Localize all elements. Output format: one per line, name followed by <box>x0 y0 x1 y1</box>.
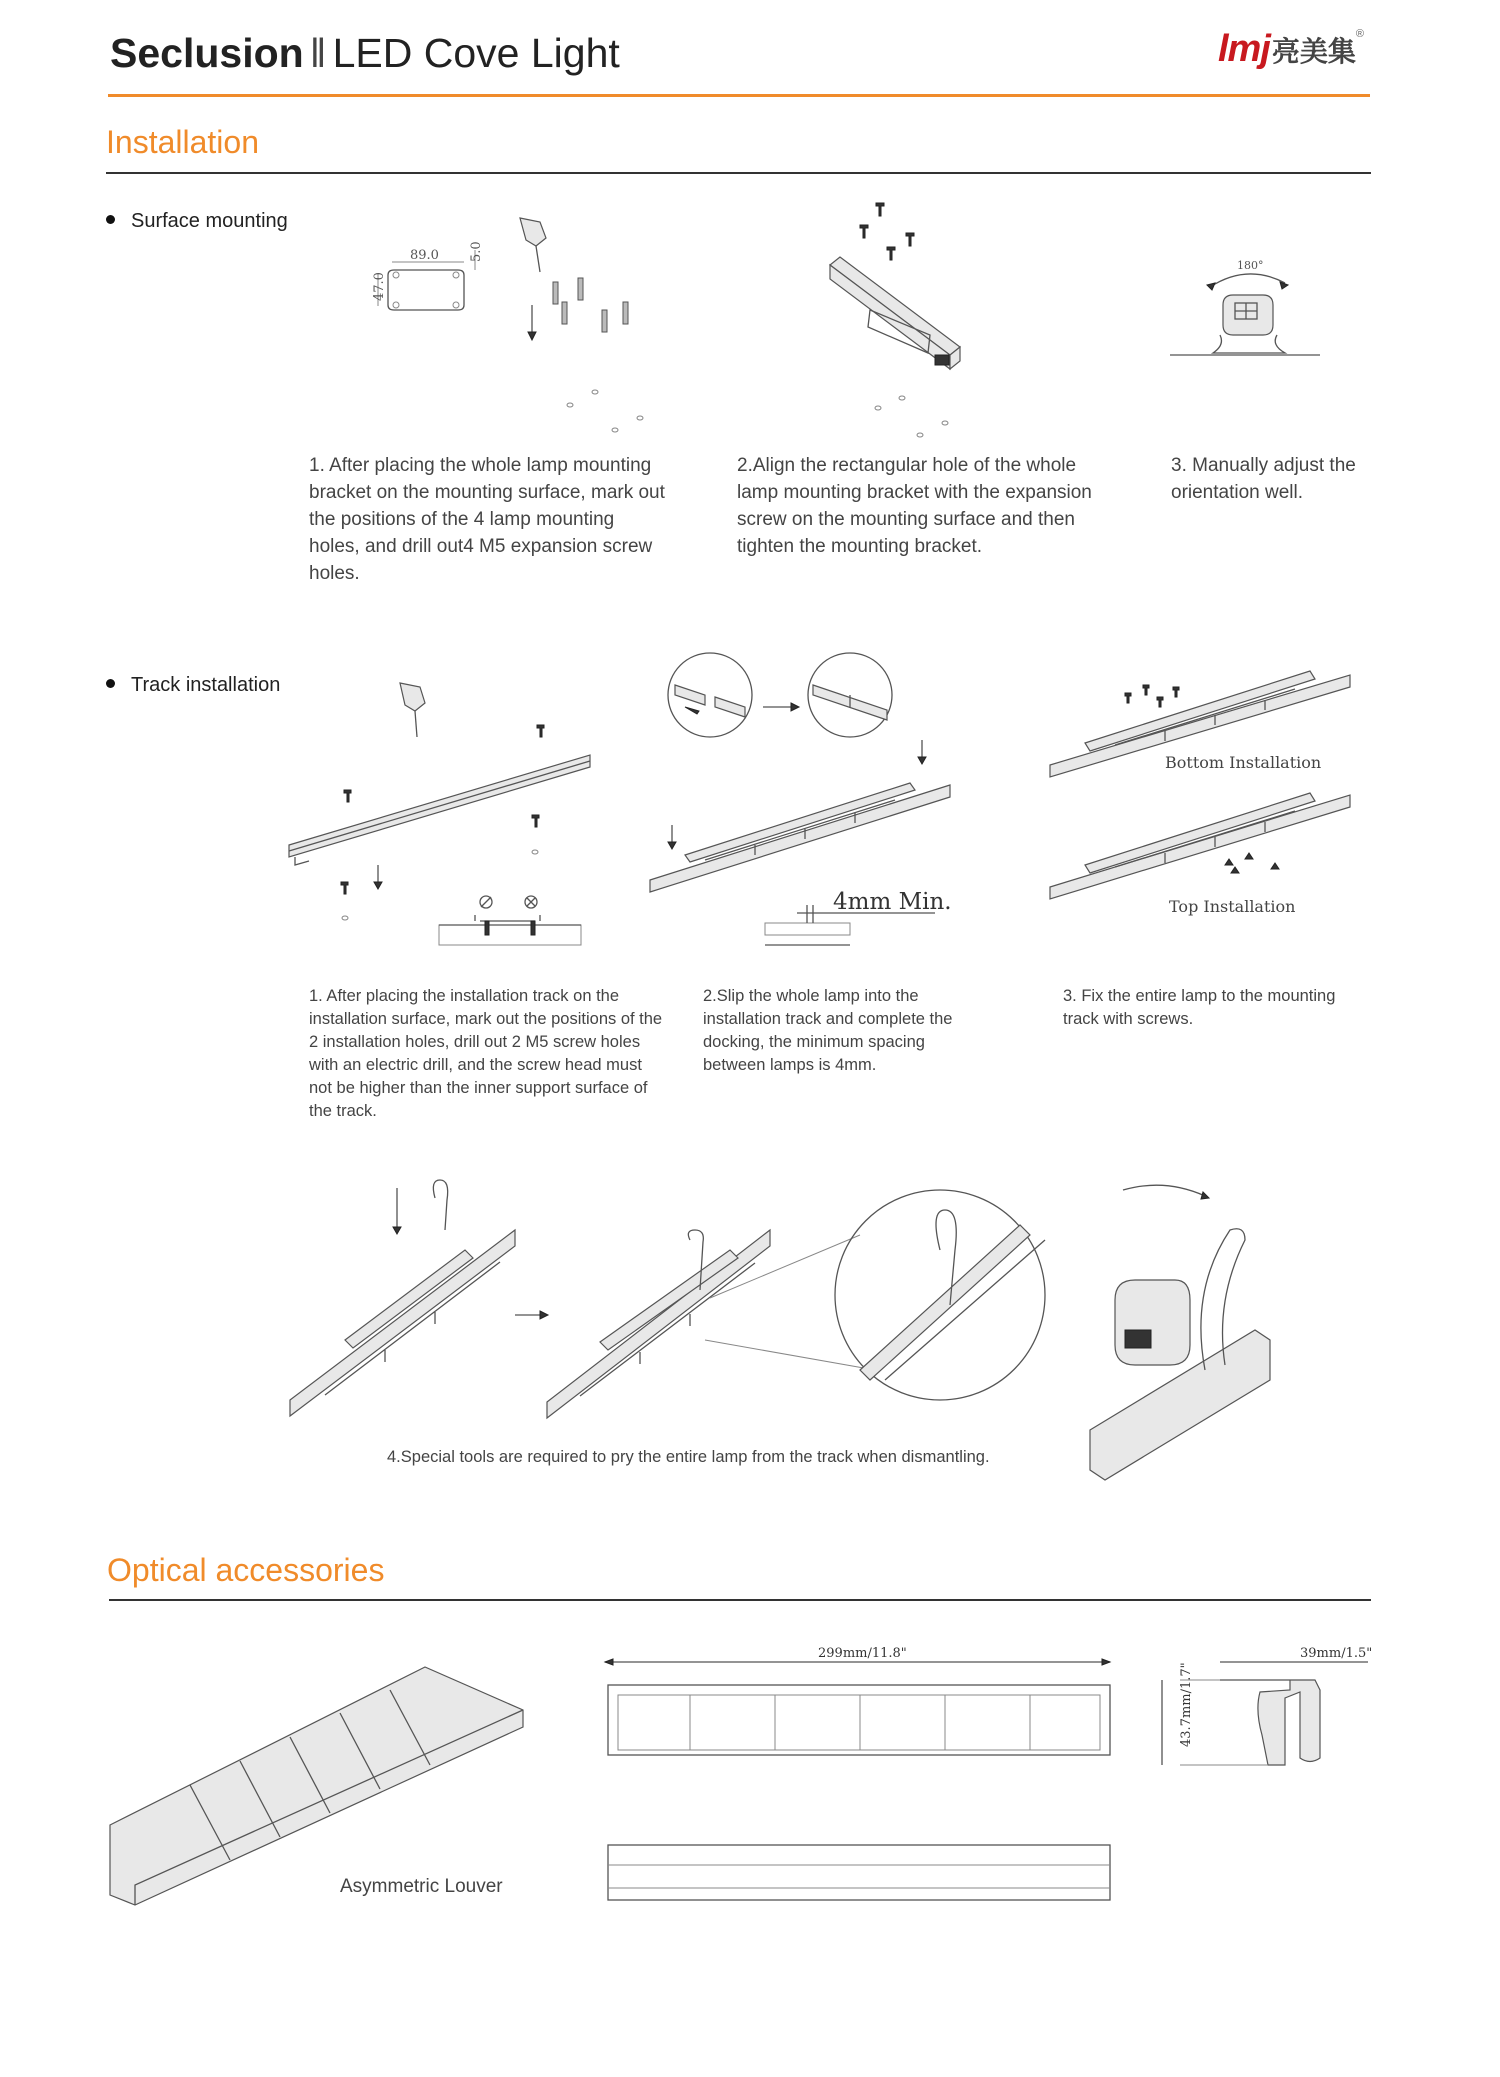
surface-step2-text: 2.Align the rectangular hole of the whole lamp mounting bracket with the expansion screw on the mounting surface and then tighten the mounting bracket. <box>737 455 1092 557</box>
dim-width: 89.0 <box>410 248 439 263</box>
product-name: LED Cove Light <box>332 30 620 76</box>
screw-icons <box>860 203 914 260</box>
dismantling-figure <box>285 1130 1315 1460</box>
series-name: Seclusion <box>110 30 304 76</box>
optical-divider <box>109 1599 1371 1601</box>
section-detail <box>439 915 581 945</box>
height-dimension: 43.7mm/1.7" <box>1179 1662 1194 1747</box>
dim-height: 47.0 <box>372 272 387 301</box>
track-installation-label: Track installation <box>106 674 280 697</box>
lamp-in-track <box>650 783 950 892</box>
brand-chinese-name: 亮美集 <box>1271 36 1356 67</box>
drill-icon <box>400 683 425 737</box>
optical-heading: Optical accessories <box>107 1552 385 1588</box>
zoom-detail <box>835 1190 1045 1400</box>
expansion-screw-icons <box>553 278 628 332</box>
louver-dimension-drawing <box>600 1640 1120 1925</box>
track-step4-text: 4.Special tools are required to pry the entire lamp from the track when dismantling. <box>387 1448 990 1466</box>
track-step2-text: 2.Slip the whole lamp into the installation track and complete the docking, the minimum spacing between lamps is 4mm. <box>703 987 953 1074</box>
lamp-end-view <box>1223 295 1273 335</box>
bullet-dot-icon <box>106 215 115 224</box>
drilled-holes <box>875 396 948 437</box>
top-installation-label: Top Installation <box>1169 897 1296 916</box>
mounting-track <box>289 755 590 865</box>
surface-step1-figure <box>340 210 670 440</box>
mounting-bracket <box>388 270 464 310</box>
installation-divider <box>106 172 1371 174</box>
surface-step1-text: 1. After placing the whole lamp mounting bracket on the mounting surface, mark out the positions of the 4 lamp mounting holes, and drill out4 M5 expansion screw holes. <box>309 455 665 584</box>
louver-side-view <box>608 1845 1110 1900</box>
lamp-pried-out <box>1090 1229 1270 1480</box>
lamp-body <box>830 257 960 369</box>
rotation-arrow <box>1123 1185 1209 1199</box>
track-step3-text: 3. Fix the entire lamp to the mounting track with screws. <box>1063 987 1336 1028</box>
surface-step2-figure <box>810 195 1030 445</box>
track-step3-figure <box>1045 655 1360 935</box>
louver-label: Asymmetric Louver <box>340 1876 503 1897</box>
surface-step3-text: 3. Manually adjust the orientation well. <box>1171 455 1356 503</box>
dim-offset: 5.0 <box>469 241 484 262</box>
registered-mark: ® <box>1355 28 1365 40</box>
docking-detail-before <box>668 653 752 737</box>
length-dimension: 299mm/11.8" <box>818 1646 907 1661</box>
brand-mark: lmj <box>1218 28 1270 70</box>
page-title <box>110 30 620 77</box>
drill-icon <box>520 218 546 272</box>
drilled-holes <box>567 390 643 432</box>
track-step1-figure <box>285 675 595 955</box>
track-step2-figure <box>645 655 955 955</box>
width-dimension: 39mm/1.5" <box>1300 1646 1373 1661</box>
pry-tool-engaged <box>547 1230 770 1418</box>
pry-tool-insert <box>290 1180 515 1416</box>
top-installation-figure <box>1050 793 1350 899</box>
bullet-dot-icon <box>106 679 115 688</box>
surface-mounting-label: Surface mounting <box>106 210 288 233</box>
brand-logo <box>1218 28 1364 71</box>
track-step1-text: 1. After placing the installation track on the installation surface, mark out the positions of the 2 installation holes, drill out 2 M5 screw holes with an electric drill, and the screw head must not be higher than the inner support surface of the track. <box>309 987 663 1120</box>
surface-step3-figure <box>1165 255 1335 365</box>
screw-head-symbols <box>480 896 537 908</box>
header-divider <box>108 94 1370 97</box>
min-spacing-label: 4mm Min. <box>833 889 952 915</box>
rotation-angle: 180° <box>1237 259 1264 272</box>
installation-heading: Installation <box>106 124 259 160</box>
louver-top-view <box>608 1685 1110 1755</box>
title-separator: ‖ <box>309 30 327 76</box>
bottom-installation-label: Bottom Installation <box>1165 753 1322 772</box>
docking-detail-after <box>808 653 892 737</box>
louver-profile-drawing <box>1150 1640 1380 1780</box>
